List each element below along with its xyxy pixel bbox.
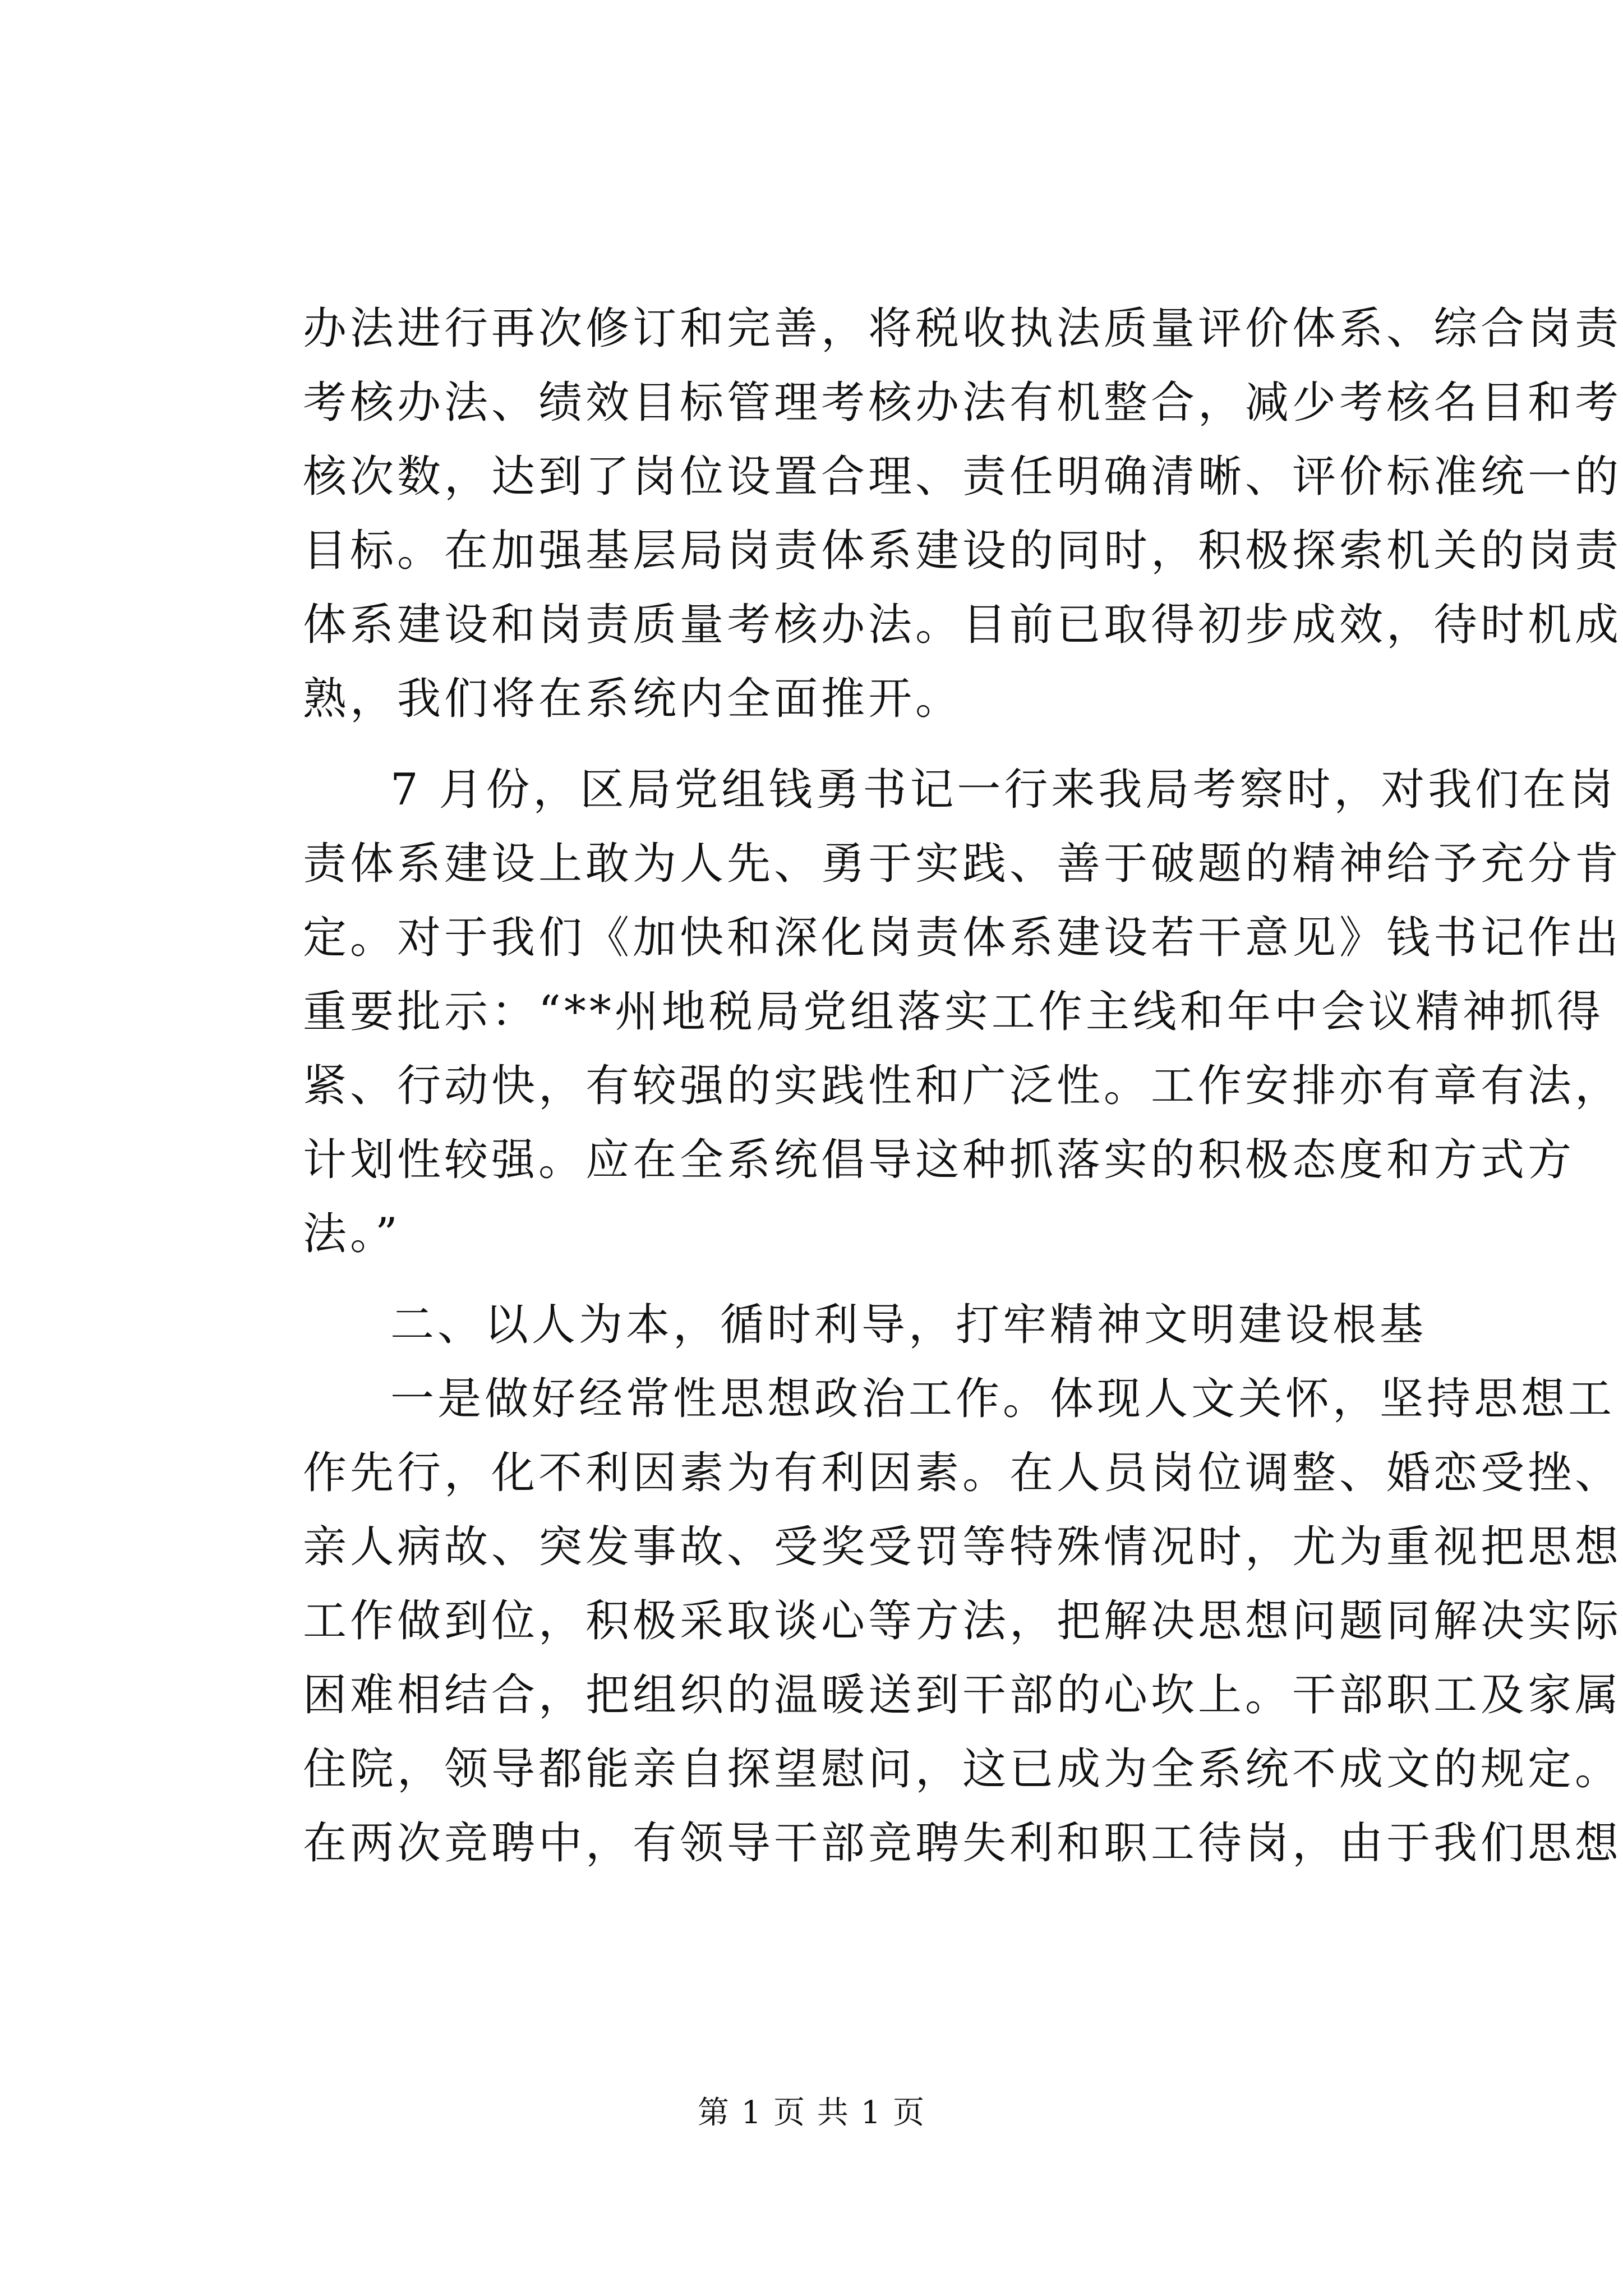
text-line: 目标。在加强基层局岗责体系建设的同时，积极探索机关的岗责 [303,526,1622,576]
page-footer [0,2093,1623,2133]
text-line: 责体系建设上敢为人先、勇于实践、善于破题的精神给予充分肯 [303,839,1622,889]
paragraph [303,753,1622,1271]
text-line: 7 月份，区局党组钱勇书记一行来我局考察时，对我们在岗 [390,765,1617,815]
text-line: 考核办法、绩效目标管理考核办法有机整合，减少考核名目和考 [303,378,1622,428]
paragraph [303,1362,1622,1880]
paragraph-gap [303,736,1419,753]
text-line: 办法进行再次修订和完善，将税收执法质量评价体系、综合岗责 [303,303,1622,354]
document-body [303,292,1622,1880]
text-line: 困难相结合，把组织的温暖送到干部的心坎上。干部职工及家属 [303,1670,1622,1720]
text-line: 一是做好经常性思想政治工作。体现人文关怀，坚持思想工 [390,1374,1616,1424]
paragraph-gap [303,1271,1419,1288]
text-line: 体系建设和岗责质量考核办法。目前已取得初步成效，待时机成 [303,600,1622,650]
text-line: 定。对于我们《加快和深化岗责体系建设若干意见》钱书记作出 [303,913,1622,963]
section-heading [303,1288,1427,1362]
text-line: 住院，领导都能亲自探望慰问，这已成为全系统不成文的规定。 [303,1744,1622,1795]
text-line: 计划性较强。应在全系统倡导这种抓落实的积极态度和方式方 [303,1135,1575,1185]
text-line: 在两次竞聘中，有领导干部竞聘失利和职工待岗，由于我们思想 [303,1818,1622,1869]
text-line: 核次数，达到了岗位设置合理、责任明确清晰、评价标准统一的 [303,452,1622,502]
text-line: 重要批示：“**州地税局党组落实工作主线和年中会议精神抓得 [303,987,1604,1037]
text-line: 紧、行动快，有较强的实践性和广泛性。工作安排亦有章有法， [303,1061,1622,1111]
text-line: 法。” [303,1209,401,1259]
text-line: 亲人病故、突发事故、受奖受罚等特殊情况时，尤为重视把思想 [303,1522,1622,1572]
text-line: 作先行，化不利因素为有利因素。在人员岗位调整、婚恋受挫、 [303,1448,1622,1498]
text-line: 二、以人为本，循时利导，打牢精神文明建设根基 [390,1300,1427,1350]
paragraph [303,292,1622,736]
text-line: 熟，我们将在系统内全面推开。 [303,674,963,724]
page-number-label: 第 1 页 共 1 页 [697,2095,926,2131]
text-line: 工作做到位，积极采取谈心等方法，把解决思想问题同解决实际 [303,1596,1622,1646]
